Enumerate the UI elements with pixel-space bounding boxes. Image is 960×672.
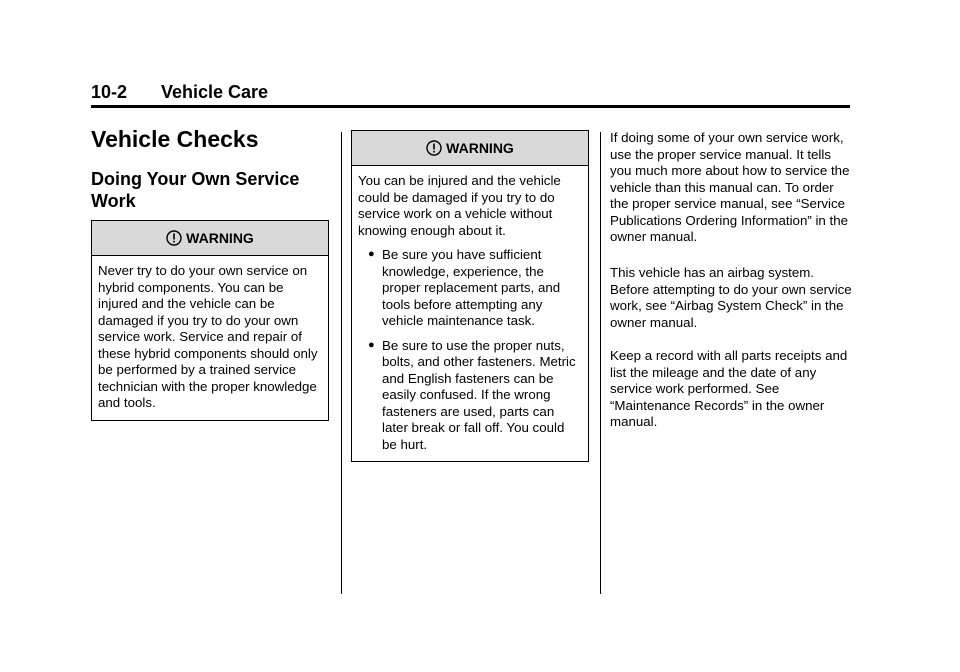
bullet-text: Be sure you have sufficient knowledge, experience, the proper replacement parts, and tools before attempting any vehicle maintenance task. (382, 247, 561, 328)
page-number: 10-2 (91, 82, 128, 102)
column-divider-right (600, 132, 601, 594)
warning-header (92, 221, 328, 256)
section-title: Vehicle Care (161, 82, 269, 102)
page-heading: Vehicle Checks (91, 126, 259, 152)
warning-box-hybrid (91, 220, 329, 421)
paragraph-records: Keep a record with all parts receipts and list the mileage and the date of any service work performed. See “Maintenance Records” in the owner manual. (610, 348, 848, 429)
warning-body (92, 256, 328, 420)
paragraph-service-manual: If doing some of your own service work, use the proper service manual. It tells you much more about how to service the vehicle than this manual can. To order the proper service manual, see “Service Publications Ordering Information” in the owner manual. (610, 130, 850, 244)
list-item (358, 247, 582, 330)
warning-body (352, 166, 588, 461)
column-divider-left (341, 132, 342, 594)
warning-text: Never try to do your own service on hybrid components. You can be injured and the vehicle can be damaged if you try to do your own service work. Service and repair of these hybrid components should only be performed by a trained service technician with the proper knowledge and tools. (98, 263, 318, 410)
paragraph-airbag: This vehicle has an airbag system. Before attempting to do your own service work, see “Airbag System Check” in the owner manual. (610, 265, 852, 330)
bullet-icon: ● (368, 248, 375, 260)
warning-triangle-icon (426, 140, 442, 156)
warning-label: WARNING (446, 140, 514, 156)
bullet-text: Be sure to use the proper nuts, bolts, and other fasteners. Metric and English fasteners can be easily confused. If the wrong fasteners are used, parts can later break or fall off. You could be hurt. (382, 337, 576, 452)
warning-intro: You can be injured and the vehicle could be damaged if you try to do service work on a vehicle without knowing enough about it. (358, 173, 561, 238)
section-subheading: Doing Your Own Service Work (91, 169, 300, 211)
warning-label: WARNING (186, 230, 254, 246)
list-item (358, 338, 582, 454)
warning-header (352, 131, 588, 166)
page-header (91, 80, 850, 108)
warning-box-knowledge (351, 130, 589, 462)
bullet-icon: ● (368, 338, 375, 351)
warning-triangle-icon (166, 230, 182, 246)
